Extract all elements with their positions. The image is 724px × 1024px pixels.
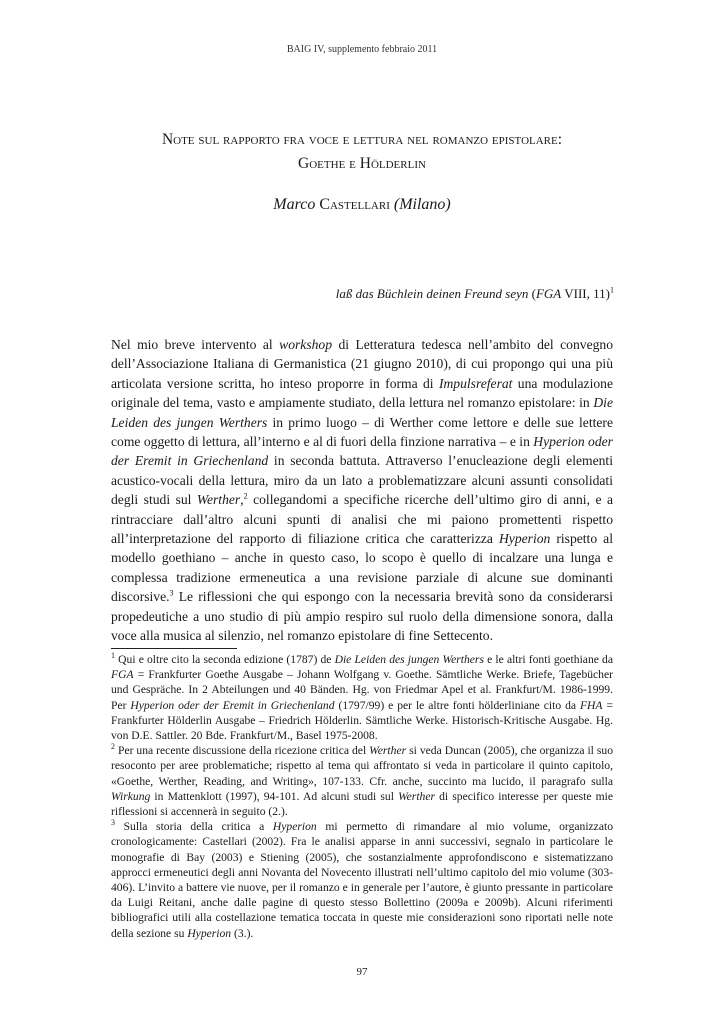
footnote-ref-1[interactable]: 1 bbox=[610, 285, 614, 295]
footnote-number: 1 bbox=[111, 651, 115, 661]
author-given-name: Marco bbox=[273, 196, 316, 213]
text-run: una modulazione originale del tema, vasto e ampiamente studiato, della lettura nel romanzo epistolare: in bbox=[111, 375, 613, 411]
italic-title: Die Leiden des jungen Werthers bbox=[111, 395, 613, 430]
title-line-2: Goethe e Hölderlin bbox=[298, 155, 426, 172]
text-run: Qui e oltre cito la seconda edizione (1787) de bbox=[115, 653, 335, 666]
italic-title: Die Leiden des jungen Werthers bbox=[334, 653, 484, 666]
text-run: (1797/99) e per le altre fonti hölderliniane cito da bbox=[334, 698, 580, 712]
epigraph bbox=[336, 286, 614, 302]
footnote-ref-2[interactable]: 2 bbox=[243, 491, 248, 501]
italic-term: Impulsreferat bbox=[438, 375, 513, 391]
italic-title: Hyperion bbox=[187, 926, 232, 940]
text-run: Sulla storia della critica a bbox=[115, 820, 273, 834]
text-run: in seconda battuta. Attraverso l’enucleazione degli elementi acustico-vocali della lettura, miro da un lato a problematizzare alcuni assunti consolidati degli studi sul bbox=[111, 453, 613, 508]
text-run: in Mattenklott (1997), 94-101. Ad alcuni studi sul bbox=[150, 789, 399, 803]
text-run: = Frankfurter Hölderlin Ausgabe – Friedrich Hölderlin. Sämtliche Werke. Historisch-Kritische Ausgabe. Hg. von D.E. Sattler. 20 Bde. Frankfurt/M., Basel 1975-2008. bbox=[111, 698, 613, 743]
text-run: Nel mio breve intervento al bbox=[111, 337, 280, 352]
italic-title: Hyperion oder der Eremit in Griechenland bbox=[111, 434, 613, 469]
epigraph-source-post: VIII, 11) bbox=[561, 286, 610, 301]
footnote-divider bbox=[111, 648, 237, 649]
italic-title: Werther bbox=[369, 744, 407, 758]
text-run: Le riflessioni che qui espongo con la necessaria brevità sono da considerarsi propedeutiche a uno studio di più ampio respiro sul ruolo della dimensione sonora, dalla voce alla musica al silenzio, nel romanzo epistolare di fine Settecento. bbox=[111, 589, 613, 644]
italic-title: Werther bbox=[196, 492, 241, 508]
footnote-ref-3[interactable]: 3 bbox=[169, 588, 174, 598]
italic-title: Hyperion bbox=[498, 531, 551, 547]
text-run: in primo luogo – di Werther come lettore e delle sue lettere come oggetto di lettura, all’interno e al di fuori della finzione narrativa – e in bbox=[111, 414, 613, 450]
text-run: si veda Duncan (2005), che organizza il suo resoconto per aree problematiche; rispetto al tema qui affrontato si veda in particolare il quinto capitolo, «Goethe, Werther, Reading, and Writing», 107-133. Cfr. anche, succinto ma lucido, il paragrafo sulla bbox=[111, 744, 613, 788]
footnote-1 bbox=[111, 652, 613, 743]
text-run: = Frankfurter Goethe Ausgabe – Johann Wolfgang v. Goethe. Sämtliche Werke. Briefe, Tagebücher und Gespräche. In 2 Abteilungen und 40 Bänden. Hg. von Friedmar Apel et al. Frankfurt/M. 1986-1999. Per bbox=[111, 668, 613, 712]
italic-title: Hyperion bbox=[272, 820, 317, 834]
article-title bbox=[90, 128, 634, 176]
title-line-1: Note sul rapporto fra voce e lettura nel romanzo epistolare: bbox=[161, 131, 563, 148]
author-surname: Castellari bbox=[319, 196, 390, 213]
running-head: BAIG IV, supplemento febbraio 2011 bbox=[286, 44, 438, 55]
italic-title: Hyperion oder der Eremit in Griechenland bbox=[130, 698, 335, 712]
italic-title: Werther bbox=[398, 789, 435, 803]
epigraph-source-pre: ( bbox=[528, 286, 536, 301]
footnote-number: 2 bbox=[111, 742, 115, 752]
italic-abbr: FGA bbox=[111, 668, 134, 682]
italic-term: workshop bbox=[279, 337, 332, 352]
paragraph bbox=[111, 335, 613, 646]
page-number: 97 bbox=[356, 966, 368, 978]
text-run: rispetto al modello goethiano – anche in questo caso, lo scopo è quello di incalzare una lunga e complessa tradizione ermeneutica a una revisione parziale di alcune sue dominanti discorsive. bbox=[111, 531, 613, 605]
text-run: Per una recente discussione della ricezione critica del bbox=[115, 744, 370, 758]
epigraph-source-abbr: FGA bbox=[535, 286, 562, 301]
italic-term: Wirkung bbox=[111, 789, 151, 803]
italic-abbr: FHA bbox=[579, 698, 603, 712]
epigraph-quote: laß das Büchlein deinen Freund seyn bbox=[335, 286, 529, 301]
text-run: di specifico interesse per queste mie riflessioni si accennerà in seguito (2.). bbox=[111, 789, 614, 819]
text-run: collegandomi a specifiche ricerche dell’ultimo giro di anni, e a rintracciare dall’altro alcuni spunti di analisi che mi paiono promettenti rispetto all’interpretazione del rapporto di filiazione critica che caratterizza bbox=[111, 492, 613, 547]
text-run: mi permetto di rimandare al mio volume, organizzato cronologicamente: Castellari (2002). Fra le analisi apparse in anni successivi, segnalo in particolare le monografie di Bay (2003) e Stiening (2005), che sostanzialmente approfondiscono e sistematizzano approcci ermeneutici degli anni Novanta del Novecento illustrati nell’ultimo capitolo del mio volume (303-406). L’invito a battere vie nuove, per il romanzo e in generale per l’autore, è giunto pressante in particolare da Luigi Reitani, anche dalle pagine di questo stesso Bollettino (2009a e 2009b). Alcuni riferimenti bibliografici utili alla costellazione tematica toccata in queste mie considerazioni sono riportati nelle note della sezione su bbox=[111, 820, 613, 940]
text-run: e le altri fonti goethiane da bbox=[483, 653, 613, 666]
footnote-number: 3 bbox=[111, 818, 115, 828]
body-paragraph bbox=[111, 335, 613, 646]
footnotes bbox=[111, 652, 613, 941]
author-line bbox=[90, 196, 634, 214]
author-place: (Milano) bbox=[393, 196, 451, 213]
text-run: (3.). bbox=[231, 926, 254, 940]
text-run: di Letteratura tedesca nell’ambito del convegno dell’Associazione Italiana di Germanistica (21 giugno 2010), di cui propongo qui una più articolata versione scritta, ho inteso proporre in forma di bbox=[111, 337, 613, 391]
text-run: , bbox=[240, 492, 244, 508]
footnote-2 bbox=[111, 743, 613, 819]
footnote-3 bbox=[111, 819, 613, 941]
